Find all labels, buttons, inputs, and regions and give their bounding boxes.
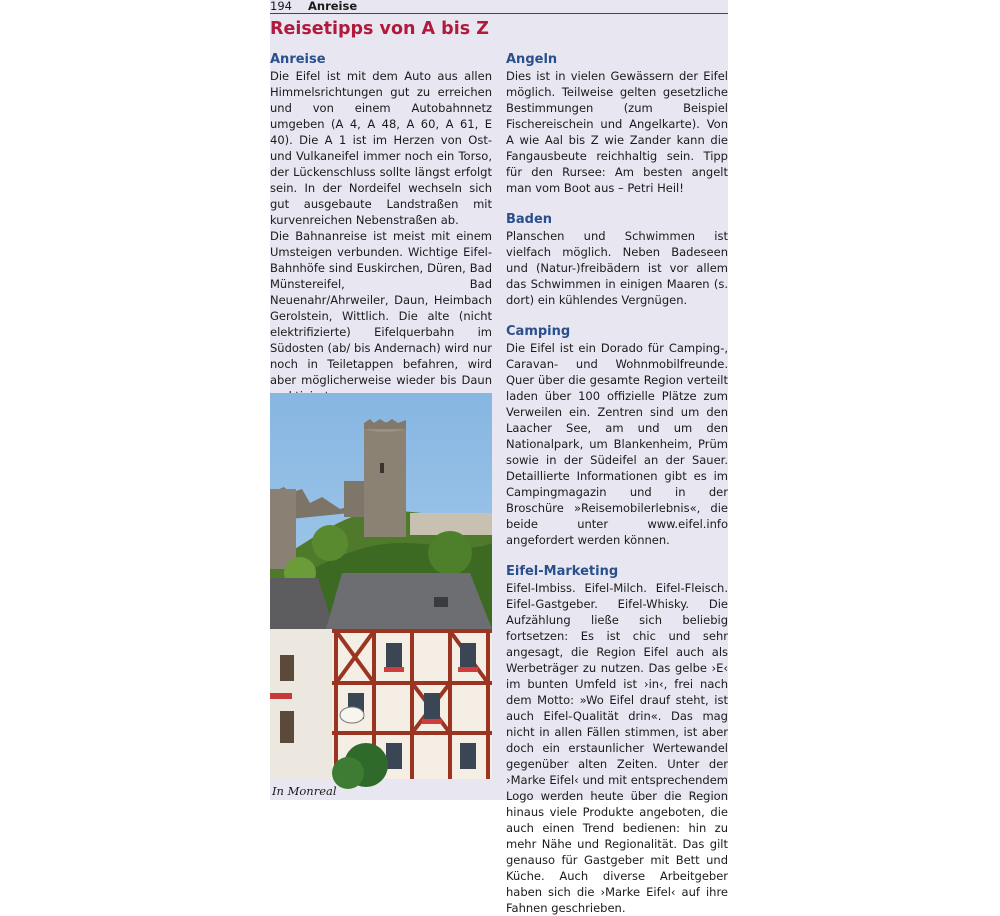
section-heading: Eifel-Marketing (506, 564, 619, 579)
right-column (506, 51, 728, 916)
section-camping (506, 323, 728, 548)
section-anreise (270, 51, 492, 436)
paragraph: Die Eifel ist ein Dorado für Camping-, Caravan- und Wohnmobilfreunde. Quer über die gesamte Region verteilt laden über 100 offizielle Plätze zum Verweilen ein. Zentren sind um den Laacher See, am und um den Nationalpark, um Blankenheim, Prüm sowie in der Südeifel an der Sauer. Detaillierte Informationen gibt es im Campingmagazin und in der Broschüre »Reisemobilerlebnis«, die beide unter www.eifel.info angefordert werden können. (506, 341, 728, 547)
page-number: 194 (270, 0, 292, 13)
section-eifel-marketing (506, 563, 728, 916)
left-column (270, 51, 492, 436)
paragraph: Die Bahnanreise ist meist mit einem Umsteigen verbunden. Wichtige Eifel-Bahnhöfe sind Euskirchen, Düren, Bad Münstereifel, Bad Neuenahr/Ahrweiler, Daun, Heimbach Gerolstein, Wittlich. Die alte (nicht elektrifizierte) Eifelquerbahn im Südosten (ab/ bis Andernach) wird nur noch in Teiletappen befahren, wird aber möglicherweise wieder bis Daun (270, 229, 492, 387)
paragraph: Planschen und Schwimmen ist vielfach möglich. Neben Badeseen und (Natur-)freibädern ist vor allem das Schwimmen in einigen Maaren (s. dort) ein kühlendes Vergnügen. (506, 229, 728, 307)
running-section-title: Anreise (308, 0, 358, 13)
running-header (270, 0, 728, 14)
paragraph: Die Eifel ist mit dem Auto aus allen Himmelsrichtungen gut zu erreichen und von einem Autobahnnetz umgeben (A 4, A 48, A 60, A 61, E 40). Die A 1 ist im Herzen von Ost- und Vulkaneifel immer noch ein Torso, der Lückenschluss sollte längst erfolgt sein. In der Nordeifel wechseln sich gut ausgebaute Landstraßen mit kurvenreichen Nebenstraßen ab. (270, 69, 492, 227)
paragraph: Eifel-Imbiss. Eifel-Milch. Eifel-Fleisch. Eifel-Gastgeber. Eifel-Whisky. Die Aufzählung ließe sich beliebig fortsetzen: Es ist chic und sehr angesagt, die Region Eifel auch als Werbeträger zu nutzen. Das gelbe ›E‹ im bunten Umfeld ist ›in‹, frei nach dem Motto: »Wo Eifel drauf steht, ist auch Eifel-Qualität drin«. Das mag nicht in allen Fällen stimmen, ist aber doch ein erstaunlicher Wertewandel gegenüber alten Zeiten. Unter der ›Marke Eifel‹ und mit entsprechendem Logo werden heute über die Region hinaus viele Produkte angeboten, die auch einen Trend bedienen: hin zu mehr Nähe und Regionalität. Das gilt genauso für Gastgeber mit Bett und Küche. Auch diverse Arbeitgeber haben sich die ›Marke Eifel‹ auf ihre Fahnen geschrieben. (506, 581, 728, 915)
photo-caption: In Monreal (272, 784, 337, 798)
paragraph: Dies ist in vielen Gewässern der Eifel möglich. Teilweise gelten gesetzliche Bestimmungen (zum Beispiel Fischereischein und Angelkarte). Von A wie Aal bis Z wie Zander kann die Fangausbeute reichhaltig sein. Tipp für den Rursee: Am besten angelt man vom Boot aus – Petri Heil! (506, 69, 728, 195)
section-baden (506, 211, 728, 308)
section-heading: Baden (506, 212, 553, 227)
section-angeln (506, 51, 728, 196)
photo-monreal (270, 393, 492, 779)
section-heading: Camping (506, 324, 571, 339)
section-heading: Anreise (270, 52, 326, 67)
chapter-title: Reisetipps von A bis Z (270, 19, 489, 39)
section-heading: Angeln (506, 52, 558, 67)
book-page (270, 0, 728, 915)
